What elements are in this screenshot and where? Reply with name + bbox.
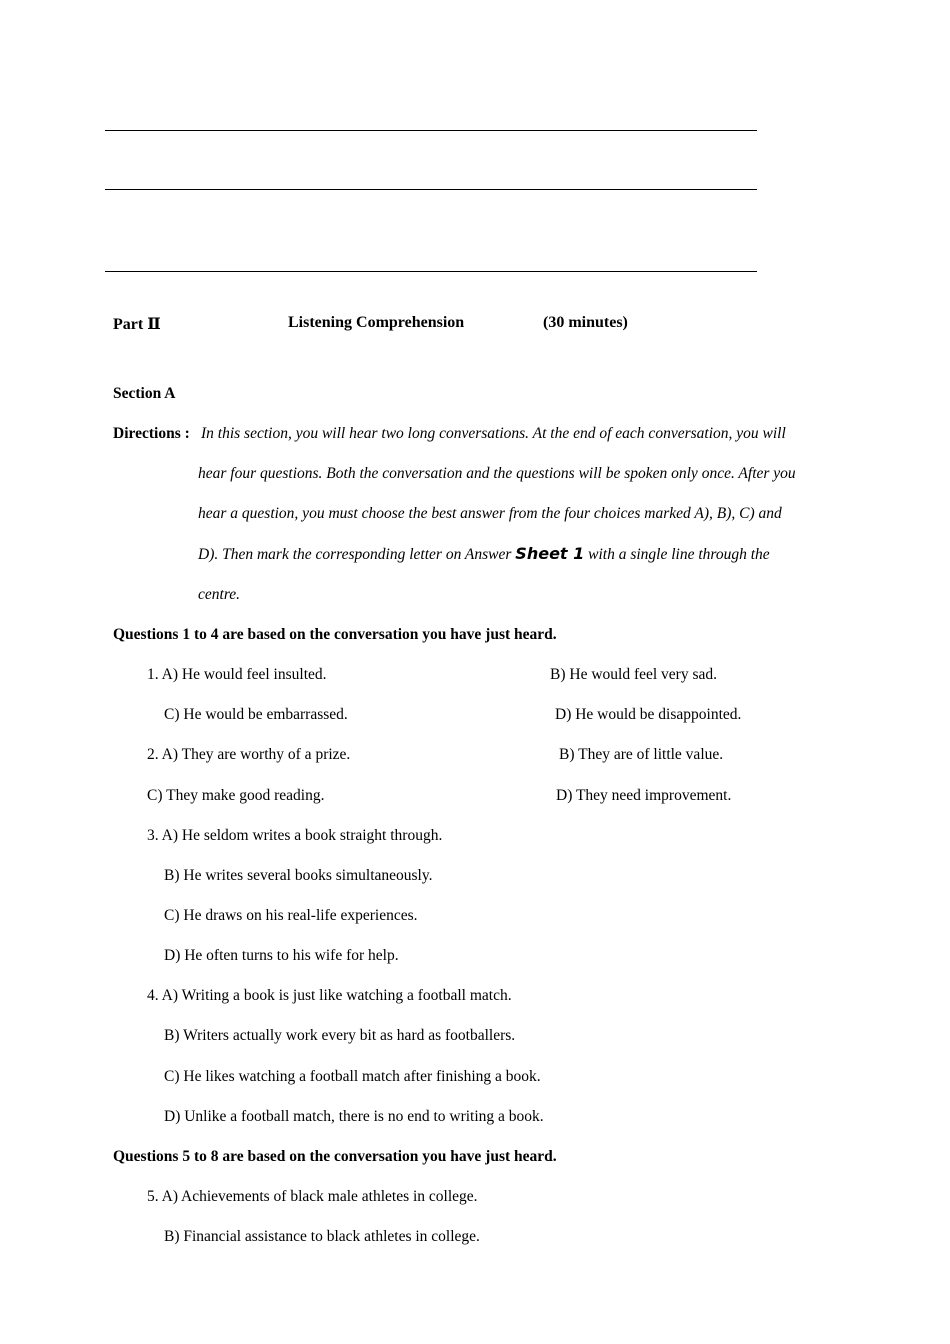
- q5-option-b: B) Financial assistance to black athletes in college.: [164, 1228, 480, 1245]
- q5-option-a: 5. A) Achievements of black male athletes in college.: [147, 1188, 478, 1205]
- q3-option-d: D) He often turns to his wife for help.: [164, 947, 399, 964]
- answer-sheet-label: Sheet 1: [515, 544, 585, 563]
- directions-line-4: [198, 544, 770, 564]
- answer-line-1: [105, 130, 757, 131]
- q2-option-b: B) They are of little value.: [559, 746, 724, 763]
- q1-option-a: 1. A) He would feel insulted.: [147, 666, 327, 683]
- part-label: Part Ⅱ: [113, 316, 161, 333]
- q4-option-c: C) He likes watching a football match after finishing a book.: [164, 1068, 541, 1085]
- q3-option-a: 3. A) He seldom writes a book straight through.: [147, 827, 443, 844]
- section-title: Section A: [113, 385, 176, 402]
- directions-line-5: centre.: [198, 586, 241, 603]
- q3-option-b: B) He writes several books simultaneously.: [164, 867, 433, 884]
- group-2-heading: Questions 5 to 8 are based on the conversation you have just heard.: [113, 1148, 557, 1165]
- directions-line-4-post: with a single line through the: [588, 546, 770, 563]
- q4-option-d: D) Unlike a football match, there is no end to writing a book.: [164, 1108, 544, 1125]
- q3-option-c: C) He draws on his real-life experiences.: [164, 907, 418, 924]
- part-time: (30 minutes): [543, 314, 628, 331]
- part-title: Listening Comprehension: [288, 314, 465, 331]
- directions-line-4-pre: D). Then mark the corresponding letter on Answer: [198, 546, 512, 563]
- q4-option-b: B) Writers actually work every bit as hard as footballers.: [164, 1027, 516, 1044]
- answer-line-2: [105, 189, 757, 190]
- directions-line-3: hear a question, you must choose the best answer from the four choices marked A), B), C) and: [198, 505, 782, 522]
- directions-line-2: hear four questions. Both the conversation and the questions will be spoken only once. After you: [198, 465, 796, 482]
- q1-option-c: C) He would be embarrassed.: [164, 706, 348, 723]
- directions-line-1: In this section, you will hear two long conversations. At the end of each conversation, you will: [201, 425, 786, 442]
- group-1-heading: Questions 1 to 4 are based on the conversation you have just heard.: [113, 626, 557, 643]
- answer-line-3: [105, 271, 757, 272]
- q4-option-a: 4. A) Writing a book is just like watching a football match.: [147, 987, 512, 1004]
- q1-option-d: D) He would be disappointed.: [555, 706, 742, 723]
- q1-option-b: B) He would feel very sad.: [550, 666, 718, 683]
- q2-option-c: C) They make good reading.: [147, 787, 325, 804]
- q2-option-a: 2. A) They are worthy of a prize.: [147, 746, 351, 763]
- directions-label: Directions :: [113, 425, 190, 442]
- q2-option-d: D) They need improvement.: [556, 787, 732, 804]
